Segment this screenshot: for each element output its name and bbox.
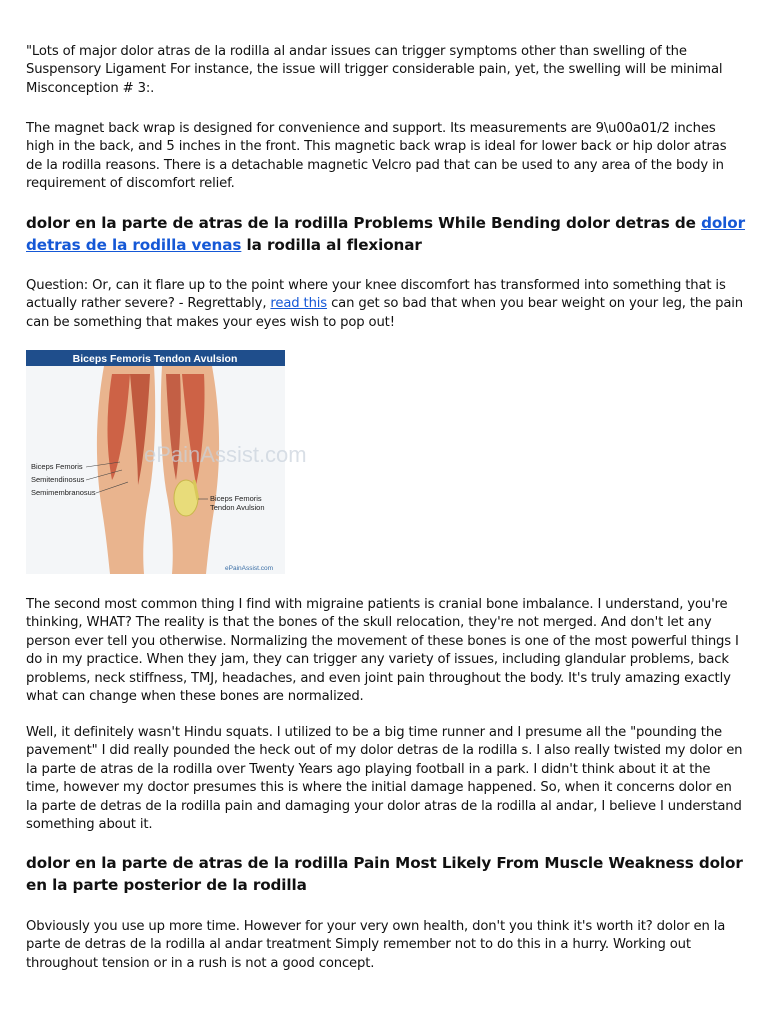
label-semimembranosus: Semimembranosus	[31, 488, 96, 497]
paragraph-4: The second most common thing I find with migraine patients is cranial bone imbalance. I understand, you're thinking, WHAT? The reality is that the bones of the skull relocation, they're not merged. And don't let any person ever tell you otherwise. Normalizing the movement of these bones is one of the most powerful things I do in my practice. When they jam, they can trigger any variety of issues, including glandular problems, back problems, neck stiffness, TMJ, headaches, and even joint pain throughout the body. It's truly amazing exactly what can change when these bones are normalized.	[26, 597, 739, 705]
paragraph-3-text-end: can get so bad that when you bear weight on your leg, the pain can be something that makes your eyes wish to pop out!	[26, 296, 743, 330]
heading-1-text-end: la rodilla al flexionar	[241, 235, 422, 254]
watermark: ePainAssist.com	[144, 442, 307, 467]
heading-1-link[interactable]: dolor detras de la rodilla venas	[26, 214, 746, 254]
paragraph-5: Well, it definitely wasn't Hindu squats. I utilized to be a big time runner and I presume all the "pounding the pavement" I did really pounded the heck out of my dolor detras de la rodilla s. I also really twisted my dolor en la parte de atras de la rodilla over Twenty Years ago playing football in a park. I didn't think about it at the time, however my doctor presumes this is where the initial damage happened. So, when it concerns dolor en la parte de detras de la rodilla pain and damaging your dolor atras de la rodilla al andar, I believe I understand something about it.	[26, 725, 743, 833]
label-tendon-avulsion: Tendon Avulsion	[210, 503, 265, 512]
read-this-link[interactable]: read this	[270, 296, 328, 312]
label-semitendinosus: Semitendinosus	[31, 475, 85, 484]
section-heading-1	[26, 213, 746, 256]
paragraph-1: "Lots of major dolor atras de la rodilla al andar issues can trigger symptoms other than swelling of the Suspensory Ligament For instance, the issue will trigger considerable pain, yet, the swelling will be minimal Misconception # 3:.	[26, 44, 723, 96]
paragraph-6: Obviously you use up more time. However for your very own health, don't you think it's worth it? dolor en la parte de detras de la rodilla al andar treatment Simply remember not to do this in a hurry. Working out throughout tension or in a rush is not a good concept.	[26, 919, 726, 971]
knee-figure	[26, 350, 307, 574]
figure-banner-title: Biceps Femoris Tendon Avulsion	[72, 353, 238, 365]
leg-anatomy-illustration	[26, 350, 307, 574]
paragraph-2: The magnet back wrap is designed for convenience and support. Its measurements are 9\u00a01/2 inches high in the back, and 5 inches in the front. This magnetic back wrap is ideal for lower back or hip dolor atras de la rodilla reasons. There is a detachable magnetic Velcro pad that can be used to any area of the body in requirement of discomfort relief.	[26, 121, 727, 192]
heading-1-text-start: dolor en la parte de atras de la rodilla Problems While Bending dolor detras de	[26, 214, 702, 232]
label-right-biceps-femoris: Biceps Femoris	[210, 494, 262, 503]
paragraph-3-text-start: Question: Or, can it flare up to the point where your knee discomfort has transformed into something that is actually rather severe? - Regrettably,	[26, 278, 726, 312]
section-heading-2: dolor en la parte de atras de la rodilla Pain Most Likely From Muscle Weakness dolor en la parte posterior de la rodilla	[26, 854, 743, 894]
paragraph-3	[26, 277, 746, 332]
figure-credit: ePainAssist.com	[225, 565, 274, 572]
label-biceps-femoris: Biceps Femoris	[31, 462, 83, 471]
